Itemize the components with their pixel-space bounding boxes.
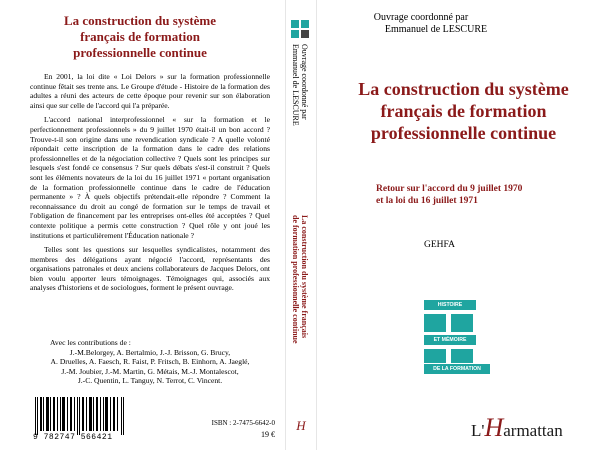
price: 19 € bbox=[261, 430, 275, 439]
blurb-paragraph: L'accord national interprofessionnel « sur la formation et le perfectionnement professionnels » du 9 juillet 1970 était-il un bon accord ? Trouve-t-il son origine dans une revendication syndicale ? A quelle volonté répondait cette inscription de la formation dans le cadre des relations professionnelles et de la négociation collective ? Quels sont les principes sur lesquels s'est fondé ce consensus ? Sur quels débats s'est-il construit ? Quels sont les éléments novateurs de la loi du 16 juillet 1971 « portant organisation de la formation professionnelle continue dans le cadre de l'éducation permanente » ? À quels objectifs prétendait-elle répondre ? Comment la reconnaissance du droit au congé de formation sur le temps de travail et l'obligation de financement par les entreprises ont-elles été acceptées ? Quel contexte politique a permis cette construction ? Quel rôle y ont joué les institutions et particulièrement l'Éducation nationale ? bbox=[30, 115, 270, 240]
publisher-prefix: L' bbox=[471, 421, 485, 440]
spine-publisher-mark: H bbox=[296, 418, 306, 433]
blurb-paragraph: En 2001, la loi dite « Loi Delors » sur la formation professionnelle continue fêtait ses trente ans. Le Groupe d'étude - Histoire de la formation des adultes a réuni des acteurs de cette époque pour revenir sur son élaboration ainsi que sur celle de l'accord qui l'a préparée. bbox=[30, 72, 270, 110]
book-title-line: professionnelle continue bbox=[370, 123, 557, 143]
book-title bbox=[336, 78, 591, 144]
spine-title bbox=[291, 215, 309, 344]
collection-square bbox=[451, 314, 473, 332]
back-cover bbox=[0, 0, 285, 450]
spine-title-line: de formation professionnelle continue bbox=[291, 215, 300, 344]
collection-label-formation: DE LA FORMATION bbox=[424, 364, 490, 374]
contributors-line: J.-M. Joubier, J.-M. Martin, G. Métais, M.-J. Montalescot, bbox=[61, 366, 239, 376]
organisation: GEHFA bbox=[424, 240, 455, 250]
editor-label: Ouvrage coordonné par bbox=[373, 12, 469, 23]
book-title-line: français de formation bbox=[380, 101, 547, 121]
editor-name: Emmanuel de LESCURE bbox=[384, 24, 488, 35]
front-cover bbox=[316, 0, 600, 450]
book-subtitle-line: et la loi du 16 juillet 1971 bbox=[376, 196, 478, 206]
book-title-line: La construction du système bbox=[358, 79, 569, 99]
barcode-digits: 9 782747 566421 bbox=[33, 433, 113, 442]
spine-editor-line: Ouvrage coordonné par bbox=[300, 44, 309, 120]
book-subtitle bbox=[376, 183, 576, 207]
publisher-logo bbox=[471, 413, 591, 443]
publisher-initial: H bbox=[484, 413, 504, 442]
publisher-rest: armattan bbox=[503, 421, 563, 440]
contributors-line: J.-C. Quentin, L. Tanguy, N. Terrot, C. Vincent. bbox=[77, 376, 223, 386]
barcode bbox=[33, 397, 129, 435]
back-title-line: français de formation bbox=[80, 29, 200, 44]
contributors-line: J.-M.Belorgey, A. Bertalmio, J.-J. Brisson, G. Brucy, bbox=[69, 347, 231, 357]
spine-editor-line: Emmanuel de LESCURE bbox=[291, 44, 300, 126]
blurb-paragraph: Telles sont les questions sur lesquelles syndicalistes, notamment des membres des délégations ayant négocié l'accord, représentants des organisations patronales et deux anciens collaborateurs de Jacques Delors, ont bien voulu apporter leurs témoignages. Témoignages qui, associés aux analyses d'historiens et de sociologues, forment le présent ouvrage. bbox=[30, 245, 270, 293]
spine-title-line: La construction du système français bbox=[300, 215, 309, 339]
contributors-heading: Avec les contributions de : bbox=[50, 338, 131, 347]
back-cover-title bbox=[40, 13, 240, 61]
collection-square bbox=[424, 349, 446, 363]
collection-square bbox=[451, 349, 473, 363]
back-title-line: professionnelle continue bbox=[73, 45, 207, 60]
spine-editor bbox=[291, 44, 309, 126]
spine bbox=[285, 0, 317, 450]
contributors bbox=[30, 338, 270, 386]
contributors-line: A. Druelles, A. Faesch, R. Faist, P. Fritsch, B. Einhorn, A. Jaeglé, bbox=[50, 357, 250, 367]
collection-square bbox=[424, 314, 446, 332]
isbn: ISBN : 2-7475-6642-0 bbox=[211, 419, 275, 427]
collection-logo-icon bbox=[291, 20, 309, 38]
back-cover-blurb bbox=[30, 72, 270, 298]
book-subtitle-line: Retour sur l'accord du 9 juillet 1970 bbox=[376, 184, 523, 194]
collection-logo bbox=[424, 300, 494, 378]
collection-label-memoire: ET MÉMOIRE bbox=[424, 335, 476, 345]
collection-label-histoire: HISTOIRE bbox=[424, 300, 476, 310]
back-title-line: La construction du système bbox=[63, 13, 217, 28]
